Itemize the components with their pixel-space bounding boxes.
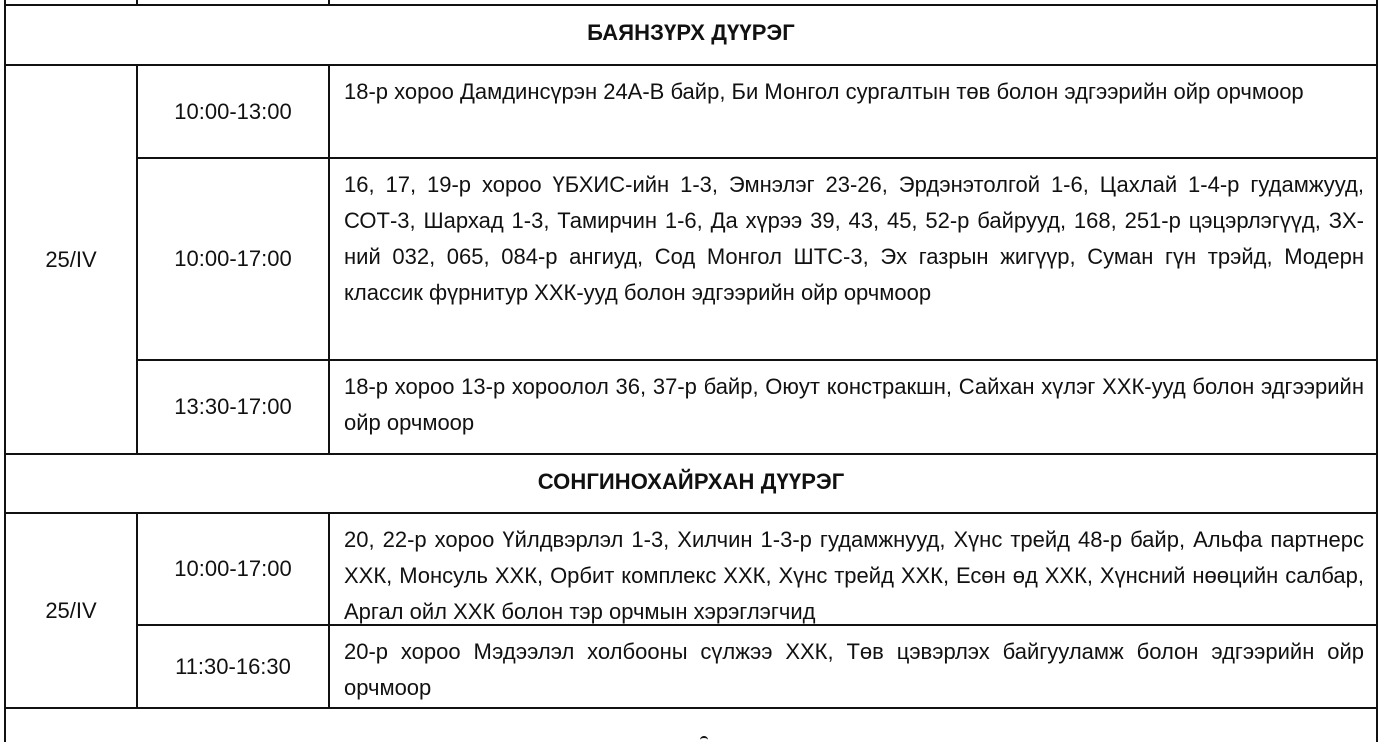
location-text: 20-р хороо Мэдээлэл холбооны сүлжээ ХХК, Төв цэвэрлэх байгууламж болон эдгээрийн ойр орчмоор (344, 639, 1364, 700)
time-cell (136, 64, 330, 159)
date-value: 25/IV (45, 597, 97, 623)
time-range: 10:00-17:00 (174, 246, 292, 271)
date-value: 25/IV (45, 246, 97, 272)
location-cell (328, 624, 1378, 709)
district-header-songinokhairkhan (4, 453, 1378, 514)
location-cell (328, 157, 1378, 361)
time-range: 10:00-13:00 (174, 98, 292, 124)
date-cell (4, 512, 138, 709)
location-text: 18-р хороо Дамдинсүрэн 24А-В байр, Би Монгол сургалтын төв болон эдгээрийн ойр орчмоор (344, 79, 1304, 104)
time-cell (136, 359, 330, 455)
time-range: 10:00-17:00 (174, 556, 292, 581)
cut-off-text-fragment (700, 736, 708, 741)
district-title: БАЯНЗҮРХ ДҮҮРЭГ (587, 20, 795, 45)
table-border (4, 707, 6, 742)
location-cell (328, 64, 1378, 159)
location-cell (328, 359, 1378, 455)
time-cell (136, 157, 330, 361)
date-cell (4, 64, 138, 455)
table-border (4, 707, 1378, 709)
time-range: 13:30-17:00 (174, 394, 292, 419)
time-range: 11:30-16:30 (175, 653, 291, 679)
location-text: 20, 22-р хороо Үйлдвэрлэл 1-3, Хилчин 1-3-р гудамжнууд, Хүнс трейд 48-р байр, Альфа партнерс ХХК, Монсуль ХХК, Орбит комплекс ХХК, Хүнс трейд ХХК, Есөн өд ХХК, Хүнсний нөөцийн салбар, Аргал ойл ХХК болон тэр орчмын хэрэглэгчид (344, 527, 1364, 624)
location-text: 18-р хороо 13-р хороолол 36, 37-р байр, Оюут констракшн, Сайхан хүлэг ХХК-ууд болон эдгээрийн ойр орчмоор (344, 374, 1364, 435)
time-cell (136, 624, 330, 709)
district-header-bayanzurkh (4, 4, 1378, 66)
table-border (1376, 707, 1378, 742)
time-cell (136, 512, 330, 626)
location-cell (328, 512, 1378, 626)
district-title: СОНГИНОХАЙРХАН ДҮҮРЭГ (537, 469, 845, 494)
location-text: 16, 17, 19-р хороо ҮБХИС-ийн 1-3, Эмнэлэг 23-26, Эрдэнэтолгой 1-6, Цахлай 1-4-р гудамжууд, СОТ-3, Шархад 1-3, Тамирчин 1-6, Да хүрээ 39, 43, 45, 52-р байрууд, 168, 251-р цэцэрлэгүүд, ЗХ-ний 032, 065, 084-р ангиуд, Сод Монгол ШТС-3, Эх газрын жигүүр, Суман гүн трэйд, Модерн классик фүрнитур ХХК-ууд болон эдгээрийн ойр орчмоор (344, 172, 1364, 305)
